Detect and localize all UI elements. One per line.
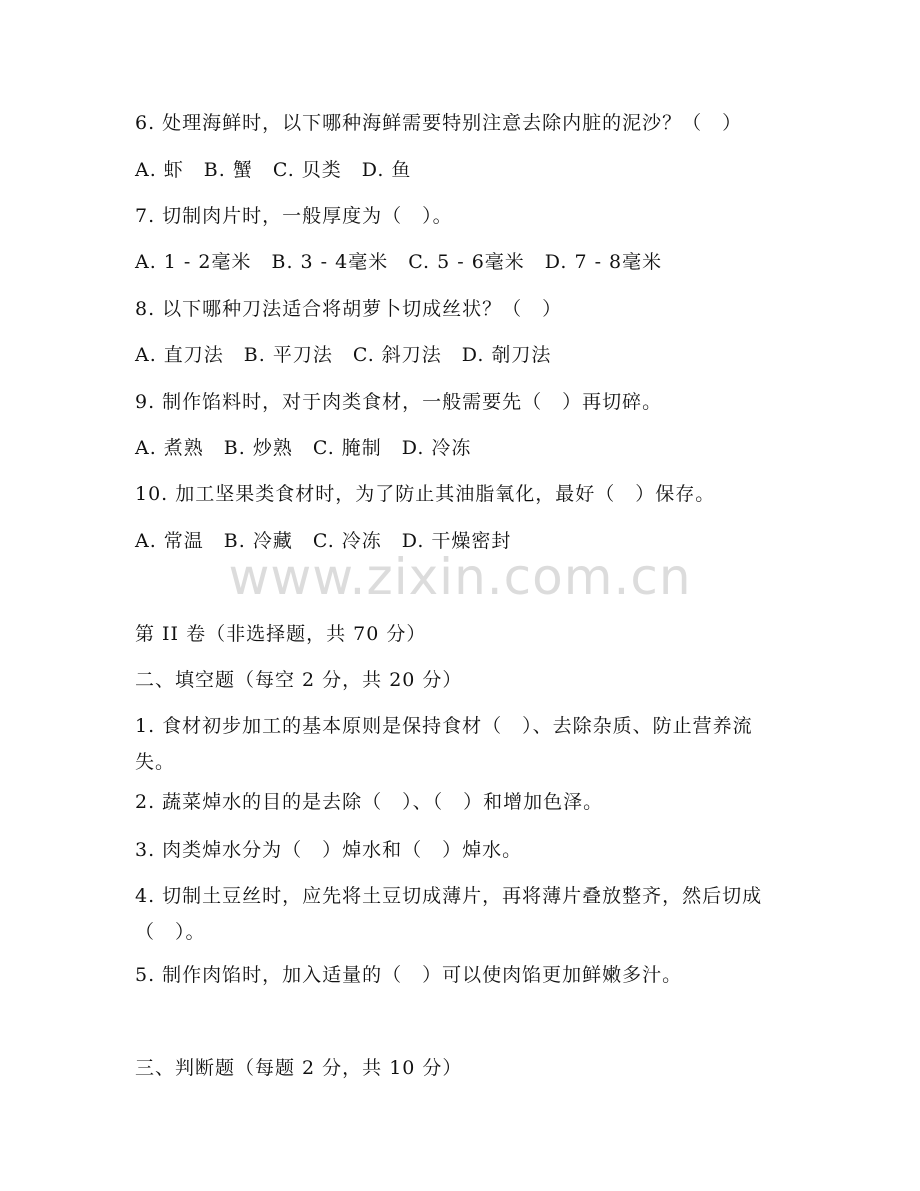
part-2-title: 第 II 卷（非选择题，共 70 分） xyxy=(135,623,427,645)
question-10-options: A. 常温 B. 冷藏 C. 冷冻 D. 干燥密封 xyxy=(135,530,512,552)
question-6-options: A. 虾 B. 蟹 C. 贝类 D. 鱼 xyxy=(135,159,412,181)
fill-in-section-title: 二、填空题（每空 2 分，共 20 分） xyxy=(135,669,463,691)
question-7-options: A. 1 - 2毫米 B. 3 - 4毫米 C. 5 - 6毫米 D. 7 - 8毫米 xyxy=(135,251,663,273)
question-9: 9. 制作馅料时，对于肉类食材，一般需要先（ ）再切碎。 xyxy=(135,391,663,413)
question-10: 10. 加工坚果类食材时，为了防止其油脂氧化，最好（ ）保存。 xyxy=(135,483,716,505)
question-8-options: A. 直刀法 B. 平刀法 C. 斜刀法 D. 剞刀法 xyxy=(135,344,552,366)
question-9-options: A. 煮熟 B. 炒熟 C. 腌制 D. 冷冻 xyxy=(135,437,472,459)
fill-item: 4. 切制土豆丝时，应先将土豆切成薄片，再将薄片叠放整齐，然后切成（ ）。 xyxy=(135,885,763,943)
judgment-section-title: 三、判断题（每题 2 分，共 10 分） xyxy=(135,1057,463,1079)
question-6: 6. 处理海鲜时，以下哪种海鲜需要特别注意去除内脏的泥沙？（ ） xyxy=(135,112,743,134)
question-8: 8. 以下哪种刀法适合将胡萝卜切成丝状？（ ） xyxy=(135,298,563,320)
fill-item: 1. 食材初步加工的基本原则是保持食材（ ）、去除杂质、防止营养流失。 xyxy=(135,715,753,773)
fill-item: 2. 蔬菜焯水的目的是去除（ ）、（ ）和增加色泽。 xyxy=(135,791,604,813)
fill-item: 5. 制作肉馅时，加入适量的（ ）可以使肉馅更加鲜嫩多汁。 xyxy=(135,964,683,986)
question-7: 7. 切制肉片时，一般厚度为（ ）。 xyxy=(135,205,453,227)
watermark: www.zixin.com.cn xyxy=(228,548,692,606)
fill-item: 3. 肉类焯水分为（ ）焯水和（ ）焯水。 xyxy=(135,839,523,861)
